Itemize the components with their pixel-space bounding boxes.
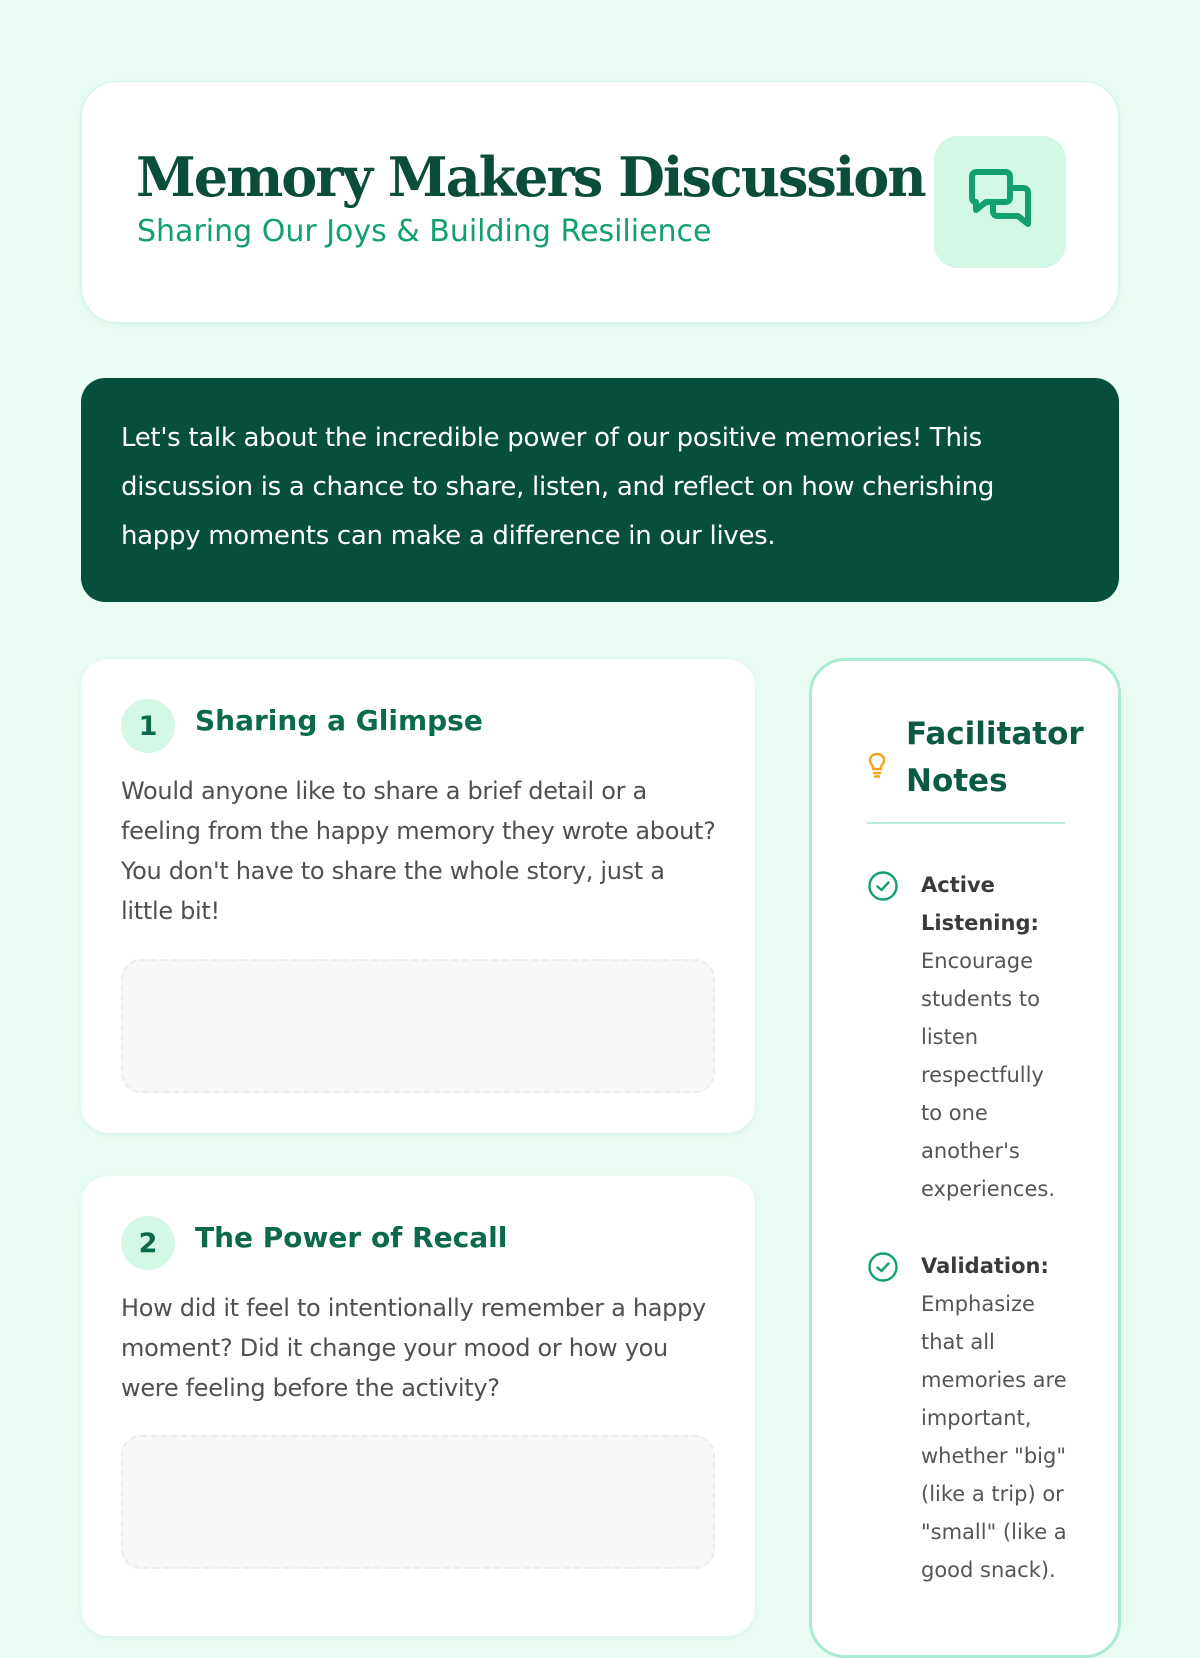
question-number-badge: 2 xyxy=(121,1216,175,1270)
notes-header xyxy=(867,711,1084,821)
check-circle-icon xyxy=(867,1251,899,1283)
question-title: The Power of Recall xyxy=(195,1221,508,1254)
page-subtitle: Sharing Our Joys & Building Resilience xyxy=(137,214,712,249)
question-text: How did it feel to intentionally remember a happy moment? Did it change your mood or how you were feeling before the activity? xyxy=(121,1294,706,1402)
chat-bubbles-icon xyxy=(934,136,1066,268)
notes-title: Facilitator Notes xyxy=(906,716,1084,799)
lightbulb-icon xyxy=(867,751,887,779)
notes-divider xyxy=(867,822,1065,824)
note-body: Emphasize that all memories are important, whether "big" (like a trip) or "small" (like a good snack). xyxy=(921,1292,1067,1582)
answer-area[interactable] xyxy=(121,1435,715,1569)
header-card xyxy=(81,81,1119,323)
note-label: Validation: xyxy=(921,1254,1049,1278)
note-text xyxy=(921,1247,1071,1589)
note-body: Encourage students to listen respectfully to one another's experiences. xyxy=(921,949,1056,1201)
question-card-1 xyxy=(81,659,755,1133)
question-number-badge: 1 xyxy=(121,699,175,753)
intro-text: Let's talk about the incredible power of our positive memories! This discussion is a chance to share, listen, and reflect on how cherishing happy moments can make a difference in our lives. xyxy=(121,423,995,551)
note-text xyxy=(921,866,1071,1208)
intro-banner xyxy=(81,378,1119,602)
note-label: Active Listening: xyxy=(921,873,1039,935)
check-circle-icon xyxy=(867,870,899,902)
facilitator-notes-panel xyxy=(809,658,1121,1658)
question-title: Sharing a Glimpse xyxy=(195,704,483,737)
question-card-2 xyxy=(81,1176,755,1636)
answer-area[interactable] xyxy=(121,959,715,1093)
page-title: Memory Makers Discussion xyxy=(136,145,925,209)
question-text: Would anyone like to share a brief detail or a feeling from the happy memory they wrote about? You don't have to share the whole story, just a little bit! xyxy=(121,777,716,925)
